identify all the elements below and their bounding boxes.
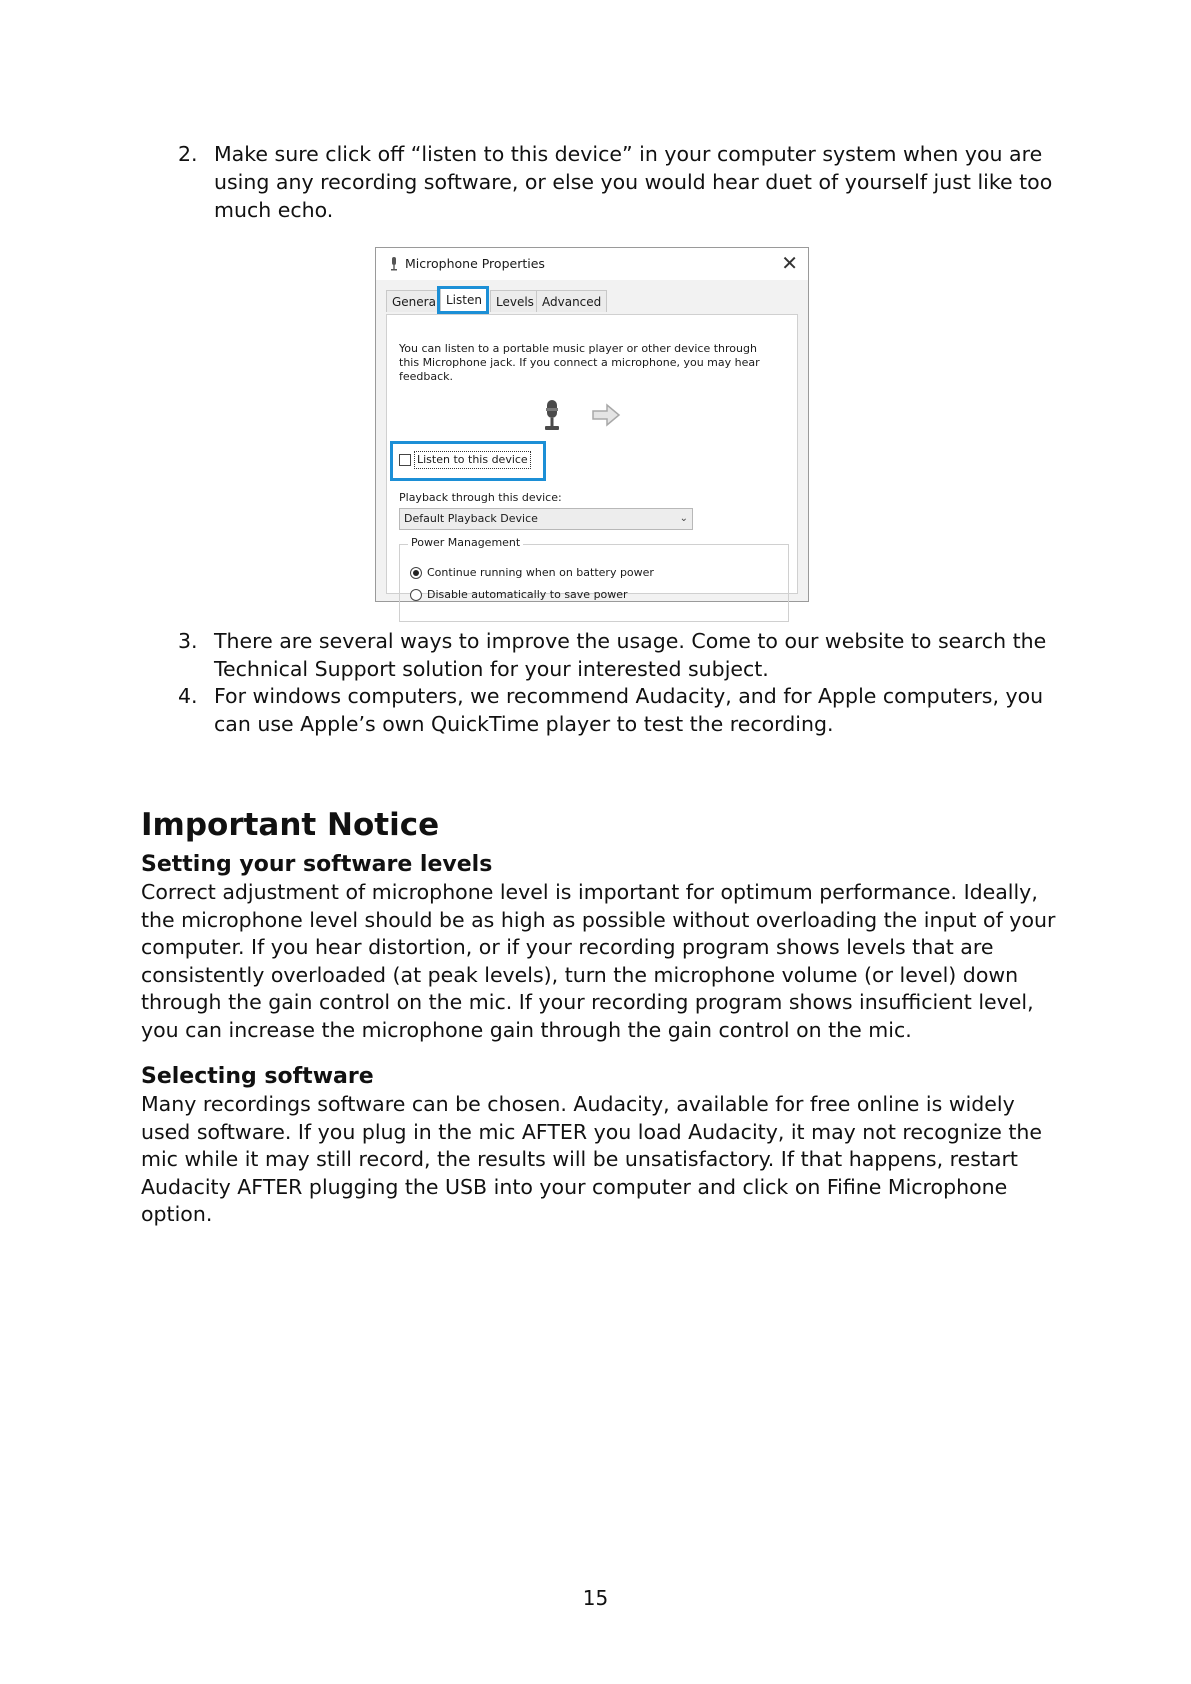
- continue-running-label[interactable]: Continue running when on battery power: [427, 566, 654, 579]
- playback-device-select[interactable]: [399, 508, 693, 530]
- dialog-titlebar: [376, 248, 808, 280]
- list-text: There are several ways to improve the usage. Come to our website to search the Technical Support solution for your interested subject.: [214, 629, 1047, 681]
- important-notice-heading: Important Notice: [141, 807, 440, 843]
- section-body: Correct adjustment of microphone level is important for optimum performance. Ideally, the microphone level should be as high as possible without overloading the input of your computer. If you hear distortion, or if your recording program shows levels that are consistently overloaded (at peak levels), turn the microphone volume (or level) down through the gain control on the mic. If your recording program shows insufficient level, you can increase the microphone gain through the gain control on the mic.: [141, 880, 1056, 1042]
- tab-levels[interactable]: Levels: [490, 290, 540, 312]
- microphone-icon: [390, 257, 398, 271]
- disable-automatically-label[interactable]: Disable automatically to save power: [427, 588, 628, 601]
- tab-listen[interactable]: Listen: [440, 288, 488, 312]
- dialog-tabs: [386, 290, 796, 314]
- microphone-properties-dialog: [375, 247, 809, 602]
- list-number: 4.: [178, 684, 198, 708]
- close-icon[interactable]: ✕: [781, 251, 798, 275]
- listen-to-device-checkbox[interactable]: [399, 454, 411, 466]
- continue-running-radio[interactable]: [410, 567, 422, 579]
- tab-general[interactable]: General: [386, 290, 445, 312]
- microphone-icon: [542, 400, 562, 432]
- list-text: For windows computers, we recommend Audacity, and for Apple computers, you can use Apple’s own QuickTime player to test the recording.: [214, 684, 1044, 736]
- list-number: 3.: [178, 629, 198, 653]
- listen-panel: [386, 314, 798, 601]
- section-heading: Setting your software levels: [141, 852, 493, 877]
- section-heading: Selecting software: [141, 1064, 374, 1089]
- listen-to-device-label[interactable]: Listen to this device: [414, 451, 531, 469]
- listen-description: You can listen to a portable music player or other device through this Microphone jack. If you connect a microphone, you may hear feedback.: [399, 342, 760, 383]
- power-management-group: [399, 536, 789, 622]
- dialog-title: Microphone Properties: [405, 256, 545, 271]
- list-number: 2.: [178, 142, 198, 166]
- chevron-down-icon: ⌄: [679, 513, 688, 524]
- disable-automatically-radio[interactable]: [410, 589, 422, 601]
- list-text: Make sure click off “listen to this device” in your computer system when you are using any recording software, or else you would hear duet of yourself just like too much echo.: [214, 142, 1053, 222]
- tab-advanced[interactable]: Advanced: [536, 290, 607, 312]
- page-number: 15: [582, 1586, 609, 1610]
- playback-label: Playback through this device:: [399, 491, 562, 504]
- section-body: Many recordings software can be chosen. Audacity, available for free online is widely used software. If you plug in the mic AFTER you load Audacity, it may not recognize the mic while it may still record, the results will be unsatisfactory. If that happens, restart Audacity AFTER plugging the USB into your computer and click on Fifine Microphone option.: [141, 1092, 1043, 1226]
- arrow-right-icon: [591, 403, 621, 427]
- playback-device-value: Default Playback Device: [404, 512, 538, 525]
- power-management-legend: Power Management: [408, 536, 523, 549]
